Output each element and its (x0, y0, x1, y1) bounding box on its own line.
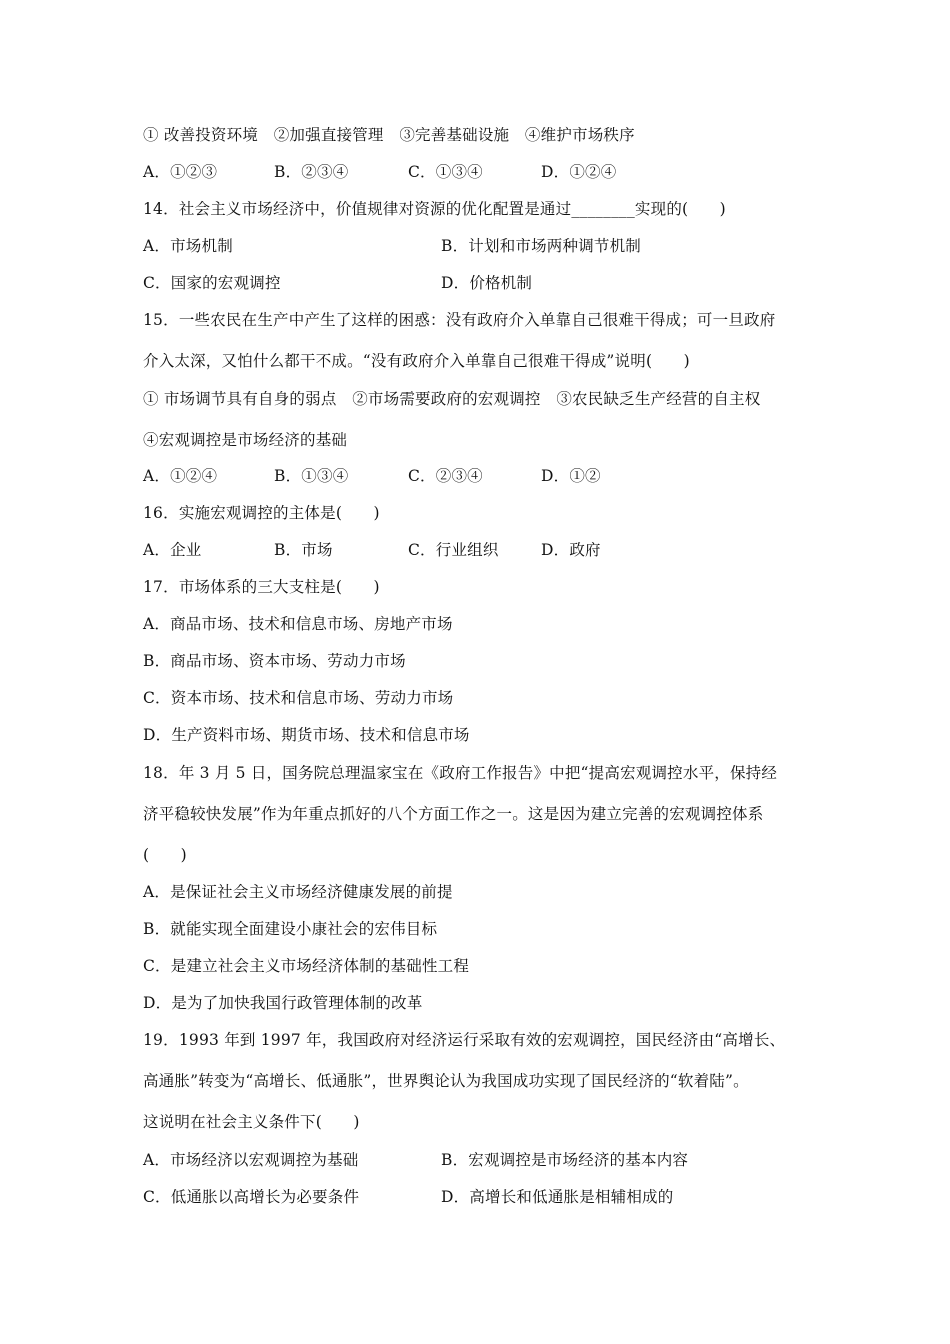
q15-option-a: A．①②④ (143, 467, 218, 485)
q19-stem-line-3: 这说明在社会主义条件下( ) (143, 1113, 360, 1131)
q13-option-b: B．②③④ (274, 163, 349, 181)
q13-option-d: D．①②④ (541, 163, 617, 181)
q16-option-c: C．行业组织 (408, 541, 499, 559)
q14-option-c: C．国家的宏观调控 (143, 274, 281, 292)
q15-option-d: D．①② (541, 467, 601, 485)
q19-option-a: A．市场经济以宏观调控为基础 (143, 1151, 359, 1169)
q15-statements-line-2: ④宏观调控是市场经济的基础 (143, 431, 348, 449)
q17-option-c: C．资本市场、技术和信息市场、劳动力市场 (143, 689, 454, 707)
q18-option-a: A．是保证社会主义市场经济健康发展的前提 (143, 883, 453, 901)
q13-option-c: C．①③④ (408, 163, 483, 181)
q17-option-a: A．商品市场、技术和信息市场、房地产市场 (143, 615, 453, 633)
q14-option-a: A．市场机制 (143, 237, 233, 255)
q15-statements-line-1: ① 市场调节具有自身的弱点 ②市场需要政府的宏观调控 ③农民缺乏生产经营的自主权 (143, 390, 761, 408)
q14-option-d: D．价格机制 (441, 274, 533, 292)
q14-stem: 14．社会主义市场经济中，价值规律对资源的优化配置是通过________实现的( ) (143, 200, 726, 218)
q19-option-b: B．宏观调控是市场经济的基本内容 (441, 1151, 689, 1169)
q18-option-c: C．是建立社会主义市场经济体制的基础性工程 (143, 957, 470, 975)
q15-stem-line-1: 15．一些农民在生产中产生了这样的困惑：没有政府介入单靠自己很难干得成；可一旦政府 (143, 311, 776, 329)
q17-option-b: B．商品市场、资本市场、劳动力市场 (143, 652, 406, 670)
q18-option-b: B．就能实现全面建设小康社会的宏伟目标 (143, 920, 438, 938)
q18-stem-line-3: ( ) (143, 846, 187, 864)
q18-stem-line-1: 18．年 3 月 5 日，国务院总理温家宝在《政府工作报告》中把“提高宏观调控水平，保持经 (143, 764, 778, 782)
q13-option-a: A．①②③ (143, 163, 218, 181)
q19-option-c: C．低通胀以高增长为必要条件 (143, 1188, 360, 1206)
q15-option-b: B．①③④ (274, 467, 349, 485)
q18-option-d: D．是为了加快我国行政管理体制的改革 (143, 994, 423, 1012)
q19-option-d: D．高增长和低通胀是相辅相成的 (441, 1188, 674, 1206)
q18-stem-line-2: 济平稳较快发展”作为年重点抓好的八个方面工作之一。这是因为建立完善的宏观调控体系 (143, 805, 764, 823)
q14-option-b: B．计划和市场两种调节机制 (441, 237, 641, 255)
q16-stem: 16．实施宏观调控的主体是( ) (143, 504, 380, 522)
q15-option-c: C．②③④ (408, 467, 483, 485)
q15-stem-line-2: 介入太深，又怕什么都干不成。“没有政府介入单靠自己很难干得成”说明( ) (143, 352, 690, 370)
q16-option-a: A．企业 (143, 541, 202, 559)
q19-stem-line-1: 19．1993 年到 1997 年，我国政府对经济运行采取有效的宏观调控，国民经济由“高增长、 (143, 1031, 786, 1049)
q19-stem-line-2: 高通胀”转变为“高增长、低通胀”，世界舆论认为我国成功实现了国民经济的“软着陆”。 (143, 1072, 749, 1090)
q16-option-b: B．市场 (274, 541, 333, 559)
q16-option-d: D．政府 (541, 541, 601, 559)
q17-stem: 17．市场体系的三大支柱是( ) (143, 578, 380, 596)
q17-option-d: D．生产资料市场、期货市场、技术和信息市场 (143, 726, 470, 744)
q13-statements: ① 改善投资环境 ②加强直接管理 ③完善基础设施 ④维护市场秩序 (143, 126, 635, 144)
